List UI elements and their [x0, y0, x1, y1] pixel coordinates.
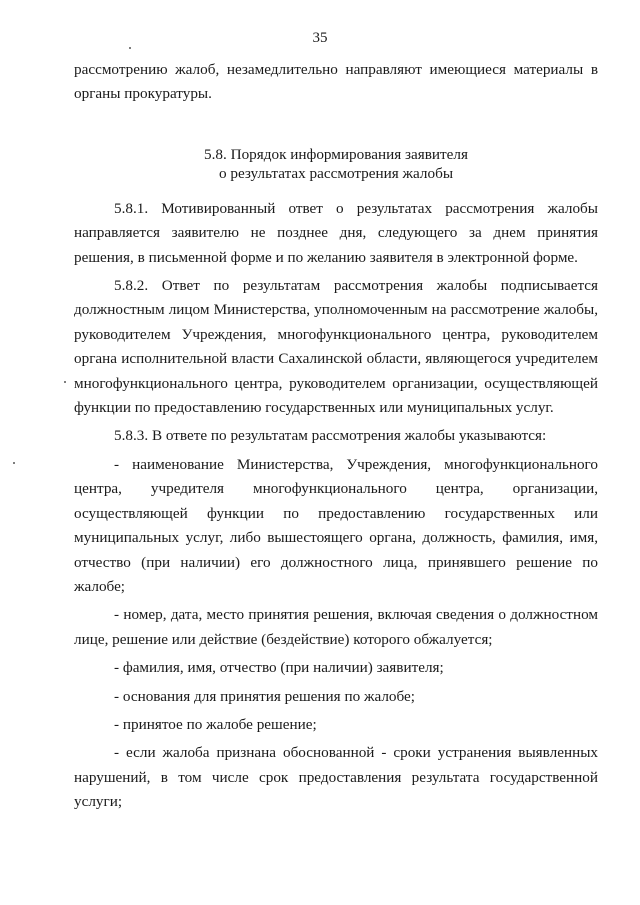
list-item: - принятое по жалобе решение;: [114, 715, 317, 733]
list-item: - номер, дата, место принятия решения, включая сведения о должностном лице, решение или действие (бездействие) которого обжалуется;: [74, 606, 598, 648]
scan-speck: [129, 47, 131, 49]
intro-paragraph: рассмотрению жалоб, незамедлительно направляют имеющиеся материалы в органы прокуратуры.: [74, 61, 598, 103]
page-number: 35: [312, 30, 328, 46]
section-heading: [74, 145, 598, 184]
paragraph-5-8-1: 5.8.1. Мотивированный ответ о результатах рассмотрения жалобы направляется заявителю не позднее дня, следующего за днем принятия решения, в письменной форме и по желанию заявителя в электронной форме.: [74, 199, 598, 266]
paragraph-5-8-3: 5.8.3. В ответе по результатам рассмотрения жалобы указываются:: [114, 427, 547, 445]
list-item: - наименование Министерства, Учреждения, многофункционального центра, учредителя многофункционального центра, организации, осуществляющей функции по предоставлению государственных или муниципальных услуг, либо вышестоящего органа, должность, фамилия, имя, отчество (при наличии) его должностного лица, принявшего решение по жалобе;: [74, 455, 598, 595]
paragraph-5-8-2: 5.8.2. Ответ по результатам рассмотрения жалобы подписывается должностным лицом Министерства, уполномоченным на рассмотрение жалобы, руководителем Учреждения, многофункционального центра, руководителем органа исполнительной власти Сахалинской области, являющегося учредителем многофункционального центра, руководителем организации, осуществляющей функции по предоставлению государственных или муниципальных услуг.: [74, 277, 598, 417]
section-heading-line-1: 5.8. Порядок информирования заявителя: [204, 145, 468, 163]
document-body: [74, 58, 598, 815]
list-item: - если жалоба признана обоснованной - сроки устранения выявленных нарушений, в том числе срок предоставления результата государственной услуги;: [74, 744, 598, 811]
scan-speck: [13, 462, 15, 464]
list-item: - фамилия, имя, отчество (при наличии) заявителя;: [114, 659, 444, 677]
list-item: - основания для принятия решения по жалобе;: [114, 687, 415, 705]
section-heading-line-2: о результатах рассмотрения жалобы: [218, 165, 454, 183]
scan-speck: [64, 381, 66, 383]
